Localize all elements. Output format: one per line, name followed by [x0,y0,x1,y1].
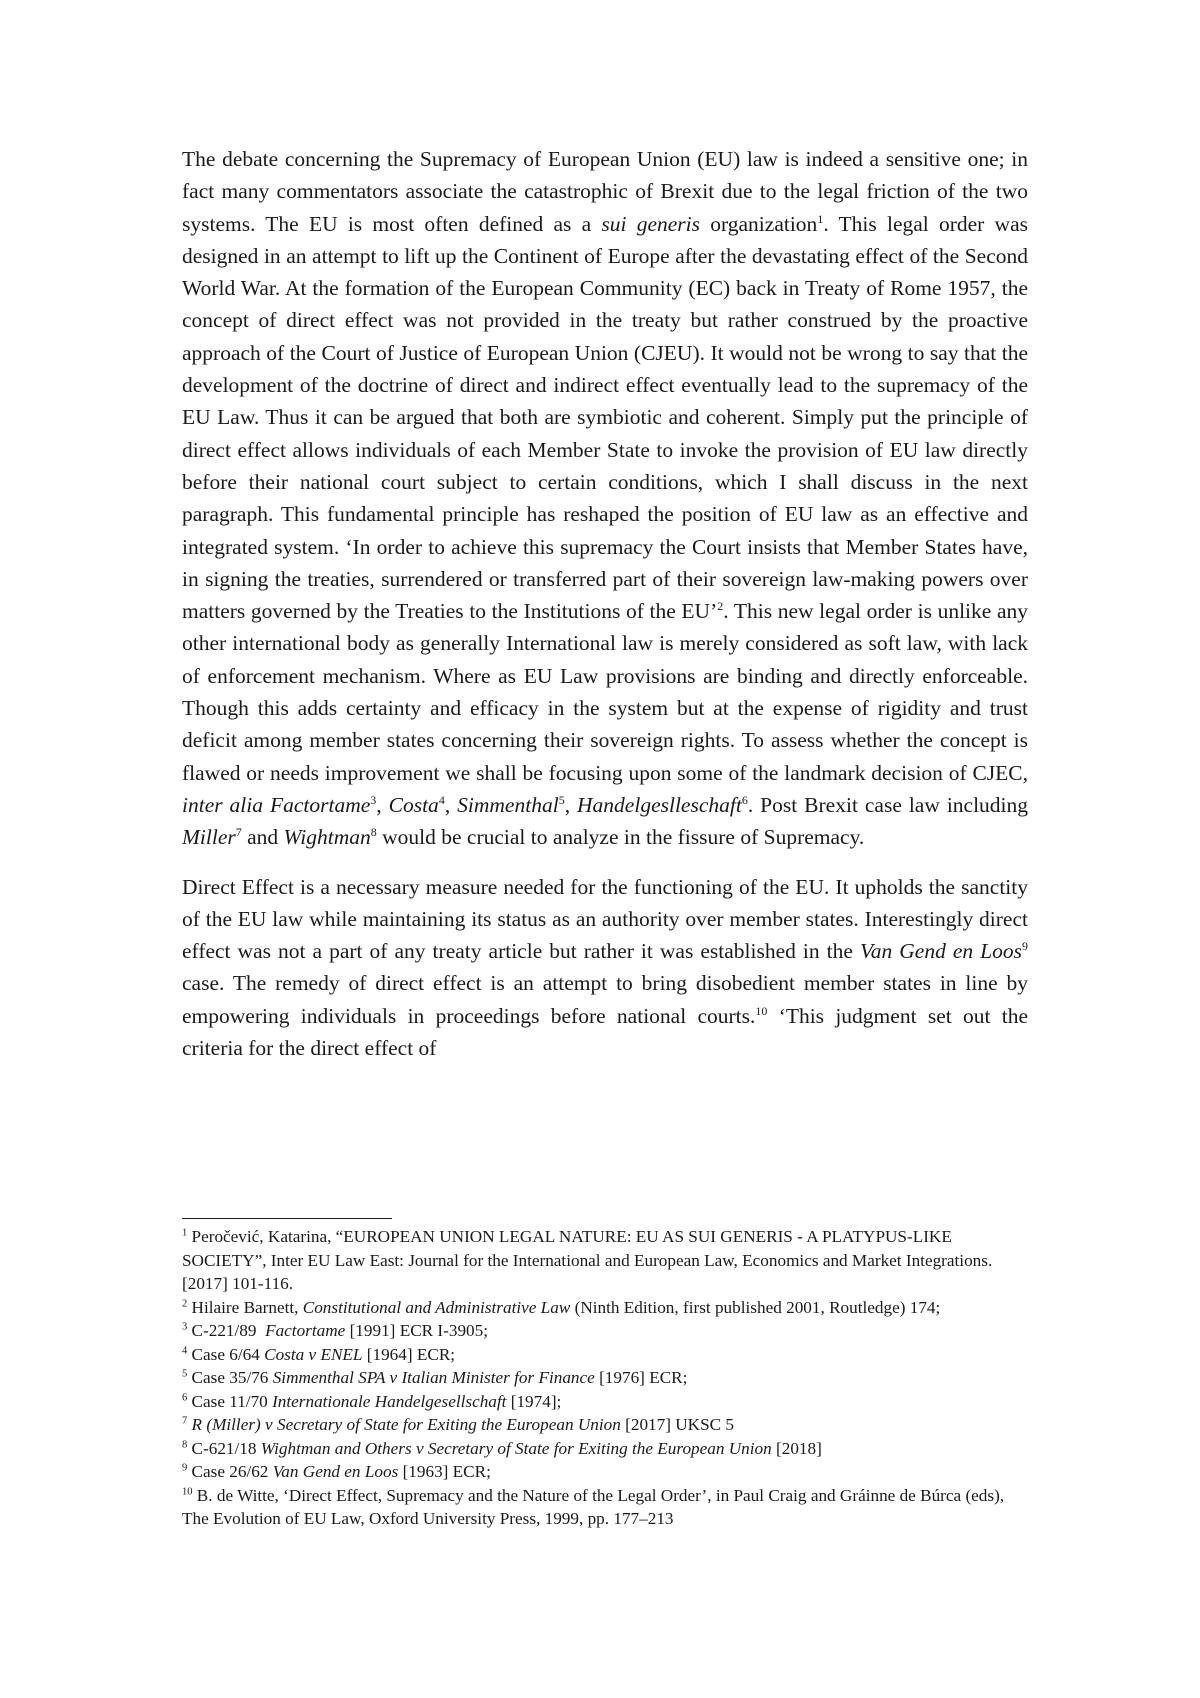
case-name: Handelgeslleschaft [577,792,742,817]
footnotes [182,1225,1028,1531]
footnote-7 [182,1413,1028,1437]
footnote-ref-8[interactable]: 8 [370,825,377,840]
text-run: Direct Effect is a necessary measure needed for the functioning of the EU. It upholds the sanctity of the EU law while maintaining its status as an authority over member states. Interestingly direct effect was not a part of any treaty article but rather it was established in the [182,874,1028,964]
footnote-ref-10[interactable]: 10 [755,1003,768,1018]
paragraph-1 [182,143,1028,854]
footnote-number: 1 [182,1227,188,1239]
italic-term: sui generis [601,211,701,236]
text-run: , [564,792,578,817]
text-run: ‘This judgment set out the criteria for the direct effect of [182,1003,1029,1061]
footnote-ref-5[interactable]: 5 [558,792,565,807]
footnote-text: [1974]; [506,1391,562,1411]
footnote-2 [182,1296,1028,1320]
footnote-ref-2[interactable]: 2 [717,599,724,613]
footnote-ref-4[interactable]: 4 [438,792,445,807]
footnote-number: 7 [182,1415,188,1427]
text-run: , [376,792,389,817]
footnote-ref-6[interactable]: 6 [741,792,748,807]
case-name: Costa [388,792,439,817]
body-text [182,143,1028,1081]
text-run: . This new legal order is unlike any other international body as generally International law is merely considered as soft law, with lack of enforcement mechanism. Where as EU Law provisions are binding and directly enforceable. Though this adds certainty and efficacy in the system but at the expense of rigidity and trust deficit among member states concerning their sovereign rights. To assess whether the concept is flawed or needs improvement we shall be focusing upon some of the landmark decision of CJEC, [182,599,1028,785]
case-name: Van Gend en Loos [859,939,1022,964]
footnote-3 [182,1319,1028,1343]
footnote-number: 10 [182,1485,193,1497]
footnote-text: B. de Witte, ‘Direct Effect, Supremacy and the Nature of the Legal Order’, in Paul Craig and Gráinne de Búrca (eds), The Evolution of EU Law, Oxford University Press, 1999, pp. 177–213 [182,1485,1005,1528]
footnote-number: 3 [182,1321,188,1333]
case-name: Simmenthal [457,792,559,817]
footnote-8 [182,1437,1028,1461]
footnote-text: Peročević, Katarina, “EUROPEAN UNION LEGAL NATURE: EU AS SUI GENERIS - A PLATYPUS-LIKE SOCIETY”, Inter EU Law East: Journal for the International and European Law, Economics and Market Integrations. [2017] 101-116. [182,1227,993,1293]
footnote-number: 9 [182,1462,188,1474]
footnote-number: 8 [182,1438,188,1450]
footnote-text: (Ninth Edition, first published 2001, Routledge) 174; [570,1297,941,1317]
footnote-text: [1991] ECR I-3905; [345,1321,489,1340]
footnote-ref-1[interactable]: 1 [817,211,824,226]
footnote-number: 6 [182,1391,188,1403]
text-run: The debate concerning the Supremacy of European Union (EU) law is indeed a sensitive one; in fact many commentators associate the catastrophic of Brexit due to the legal friction of the two systems. The EU is most often defined as a [182,147,1028,236]
footnote-text: Case 6/64 [187,1344,265,1364]
text-run: . This legal order was designed in an attempt to lift up the Continent of Europe after the devastating effect of the Second World War. At the formation of the European Community (EC) back in Treaty of Rome 1957, the concept of direct effect was not provided in the treaty but rather construed by the proactive approach of the Court of Justice of European Union (CJEU). It would not be wrong to say that the development of the doctrine of direct and indirect effect eventually lead to the supremacy of the EU Law. Thus it can be argued that both are symbiotic and coherent. Simply put the principle of direct effect allows individuals of each Member State to invoke the provision of EU law directly before their national court subject to certain conditions, which I shall discuss in the next paragraph. This fundamental principle has reshaped the position of EU law as an effective and integrated system. ‘In order to achieve this supremacy the Court insists that Member States have, in signing the treaties, surrendered or transferred part of their sovereign law-making powers over matters governed by the Treaties to the Institutions of the EU’ [182,211,1028,624]
text-run: would be crucial to analyze in the fissure of Supremacy. [376,825,865,850]
footnote-ref-7[interactable]: 7 [235,825,242,840]
text-run: . Post Brexit case law including [747,792,1029,817]
footnote-title: Constitutional and Administrative Law [302,1297,571,1317]
footnote-text: [2018] [771,1438,822,1458]
footnote-number: 5 [182,1368,188,1380]
footnote-text: [2017] UKSC 5 [620,1415,734,1434]
case-name: Wightman [283,825,371,850]
footnote-6 [182,1390,1028,1414]
footnote-text: C-621/18 [187,1438,261,1458]
footnote-title: Factortame [265,1321,346,1340]
footnote-ref-9[interactable]: 9 [1022,938,1028,953]
footnote-number: 4 [182,1344,188,1356]
footnote-text: Case 26/62 [187,1462,273,1481]
footnote-title: Van Gend en Loos [272,1462,399,1481]
footnote-text: C-221/89 [187,1321,266,1340]
footnote-1 [182,1225,1028,1296]
footnote-separator [182,1218,392,1219]
footnote-9 [182,1460,1028,1484]
footnote-text: [1964] ECR; [362,1344,456,1364]
footnote-text: Hilaire Barnett, [187,1297,303,1317]
text-run: case. The remedy of direct effect is an attempt to bring disobedient member states in line by empowering individuals in proceedings before national courts. [182,971,1028,1028]
footnote-number: 2 [182,1297,188,1309]
footnote-title: Simmenthal SPA v Italian Minister for Finance [272,1368,595,1387]
footnote-text: [1976] ECR; [594,1368,688,1387]
footnote-5 [182,1366,1028,1390]
footnote-4 [182,1343,1028,1367]
footnote-title: Costa v ENEL [264,1344,363,1364]
text-run: , [444,792,458,817]
footnote-title: Internationale Handelgesellschaft [272,1391,507,1411]
case-name: inter alia Factortame [182,792,371,817]
text-run: and [241,825,284,850]
footnote-text: Case 35/76 [187,1368,273,1387]
footnote-text: Case 11/70 [187,1391,273,1411]
footnote-ref-3[interactable]: 3 [370,792,377,807]
case-name: Miller [182,825,236,850]
paragraph-2 [182,871,1028,1065]
footnote-text: [1963] ECR; [398,1462,491,1481]
footnote-10 [182,1484,1028,1531]
footnote-title: Wightman and Others v Secretary of State for Exiting the European Union [260,1438,772,1458]
footnote-title: R (Miller) v Secretary of State for Exiting the European Union [191,1415,621,1434]
text-run: organization [700,211,818,236]
